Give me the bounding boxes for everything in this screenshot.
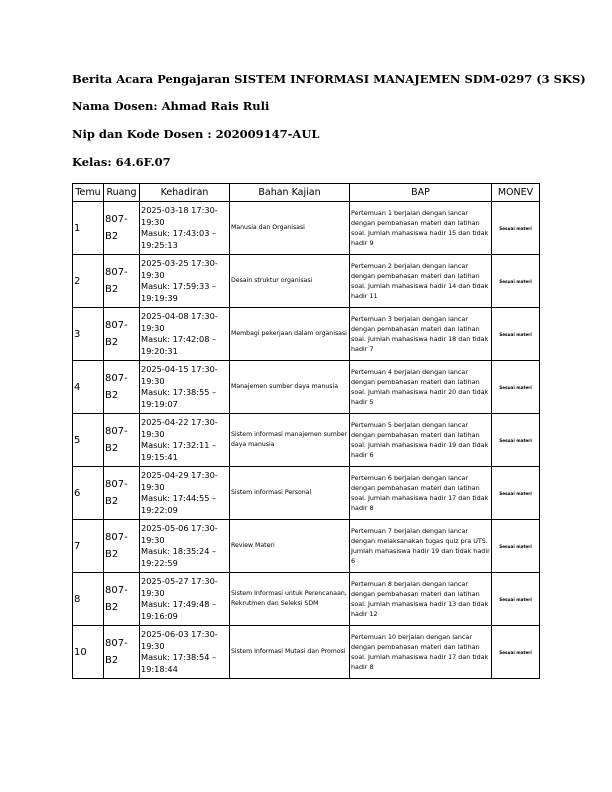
col-header-temu: Temu (73, 184, 104, 202)
schedule-time: 2025-03-25 17:30-19:30 (141, 258, 218, 280)
table-row (73, 573, 540, 626)
cell-temu: 1 (73, 202, 104, 255)
cell-bap: Pertemuan 8 berjalan dengan lancar dengan pembahasan materi dan latihan soal. Jumlah mahasiswa hadir 13 dan tidak hadir 12 (350, 573, 492, 626)
schedule-time: 2025-03-18 17:30-19:30 (141, 205, 218, 227)
cell-monev: Sesuai materi (492, 202, 540, 255)
cell-ruang: 807-B2 (104, 202, 140, 255)
cell-ruang: 807-B2 (104, 308, 140, 361)
cell-monev: Sesuai materi (492, 573, 540, 626)
check-in-time: Masuk: 17:49:48 – 19:16:09 (141, 599, 217, 621)
cell-bap: Pertemuan 5 berjalan dengan lancar dengan pembahasan materi dan latihan soal. Jumlah mahasiswa hadir 19 dan tidak hadir 6 (350, 414, 492, 467)
schedule-time: 2025-06-03 17:30-19:30 (141, 629, 218, 651)
cell-ruang: 807-B2 (104, 414, 140, 467)
cell-ruang: 807-B2 (104, 467, 140, 520)
table-row (73, 467, 540, 520)
schedule-time: 2025-04-22 17:30-19:30 (141, 417, 218, 439)
table-row (73, 308, 540, 361)
table-row (73, 202, 540, 255)
cell-bahan-kajian: Desain struktur organisasi (230, 255, 350, 308)
cell-bap: Pertemuan 10 berjalan dengan lancar dengan pembahasan materi dan latihan soal. Jumlah mahasiswa hadir 17 dan tidak hadir 8 (350, 626, 492, 679)
cell-bahan-kajian: Review Materi (230, 520, 350, 573)
cell-ruang: 807-B2 (104, 573, 140, 626)
check-in-time: Masuk: 17:38:54 – 19:18:44 (141, 652, 217, 674)
cell-ruang: 807-B2 (104, 520, 140, 573)
table-row (73, 361, 540, 414)
cell-kehadiran (140, 520, 230, 573)
cell-ruang: 807-B2 (104, 361, 140, 414)
check-in-time: Masuk: 17:38:55 – 19:19:07 (141, 387, 217, 409)
table-row (73, 414, 540, 467)
cell-kehadiran (140, 573, 230, 626)
cell-bahan-kajian: Sistem informasi Personal (230, 467, 350, 520)
cell-temu: 8 (73, 573, 104, 626)
cell-bahan-kajian: Manajemen sumber daya manusia (230, 361, 350, 414)
cell-temu: 5 (73, 414, 104, 467)
cell-bahan-kajian: Sistem informasi manajemen sumber daya manusia (230, 414, 350, 467)
table-row (73, 626, 540, 679)
cell-bap: Pertemuan 4 berjalan dengan lancar dengan pembahasan materi dan latihan soal. Jumlah mahasiswa hadir 20 dan tidak hadir 5 (350, 361, 492, 414)
cell-kehadiran (140, 467, 230, 520)
schedule-time: 2025-04-08 17:30-19:30 (141, 311, 218, 333)
cell-monev: Sesuai materi (492, 308, 540, 361)
cell-kehadiran (140, 414, 230, 467)
check-in-time: Masuk: 17:43:03 – 19:25:13 (141, 228, 217, 250)
cell-monev: Sesuai materi (492, 626, 540, 679)
check-in-time: Masuk: 18:35:24 – 19:22:59 (141, 546, 217, 568)
cell-ruang: 807-B2 (104, 255, 140, 308)
cell-kehadiran (140, 202, 230, 255)
check-in-time: Masuk: 17:44:55 – 19:22:09 (141, 493, 217, 515)
col-header-bahan-kajian: Bahan Kajian (230, 184, 350, 202)
col-header-bap: BAP (350, 184, 492, 202)
cell-ruang: 807-B2 (104, 626, 140, 679)
schedule-time: 2025-05-27 17:30-19:30 (141, 576, 218, 598)
document-title: Berita Acara Pengajaran SISTEM INFORMASI MANAJEMEN SDM-0297 (3 SKS) (72, 72, 586, 86)
cell-kehadiran (140, 308, 230, 361)
cell-bahan-kajian: Membagi pekerjaan dalam organisasi (230, 308, 350, 361)
cell-monev: Sesuai materi (492, 414, 540, 467)
check-in-time: Masuk: 17:42:08 – 19:20:31 (141, 334, 217, 356)
lecturer-name: Nama Dosen: Ahmad Rais Ruli (72, 99, 270, 113)
table-row (73, 255, 540, 308)
cell-monev: Sesuai materi (492, 520, 540, 573)
cell-bahan-kajian: Sistem Informasi untuk Perencanaan, Rekrutmen dan Seleksi SDM (230, 573, 350, 626)
cell-bap: Pertemuan 3 berjalan dengan lancar dengan pembahasan materi dan latihan soal. Jumlah mahasiswa hadir 18 dan tidak hadir 7 (350, 308, 492, 361)
schedule-time: 2025-05-06 17:30-19:30 (141, 523, 218, 545)
cell-temu: 4 (73, 361, 104, 414)
cell-temu: 3 (73, 308, 104, 361)
schedule-time: 2025-04-29 17:30-19:30 (141, 470, 218, 492)
class-label: Kelas: 64.6F.07 (72, 155, 171, 169)
cell-bahan-kajian: Manusia dan Organisasi (230, 202, 350, 255)
table-row (73, 520, 540, 573)
table-header-row (73, 184, 540, 202)
cell-kehadiran (140, 255, 230, 308)
cell-monev: Sesuai materi (492, 467, 540, 520)
check-in-time: Masuk: 17:59:33 – 19:19:39 (141, 281, 217, 303)
lecturer-id: Nip dan Kode Dosen : 202009147-AUL (72, 127, 320, 141)
cell-kehadiran (140, 626, 230, 679)
check-in-time: Masuk: 17:32:11 – 19:15:41 (141, 440, 217, 462)
col-header-ruang: Ruang (104, 184, 140, 202)
cell-temu: 2 (73, 255, 104, 308)
cell-monev: Sesuai materi (492, 361, 540, 414)
col-header-kehadiran: Kehadiran (140, 184, 230, 202)
cell-temu: 7 (73, 520, 104, 573)
cell-bap: Pertemuan 2 berjalan dengan lancar dengan pembahasan materi dan latihan soal. Jumlah mahasiswa hadir 14 dan tidak hadir 11 (350, 255, 492, 308)
cell-bap: Pertemuan 7 berjalan dengan lancar dengan melaksanakan tugas quiz pra UTS. Jumlah mahasiswa hadir 19 dan tidak hadir 6 (350, 520, 492, 573)
col-header-monev: MONEV (492, 184, 540, 202)
schedule-time: 2025-04-15 17:30-19:30 (141, 364, 218, 386)
cell-temu: 6 (73, 467, 104, 520)
cell-bap: Pertemuan 6 berjalan dengan lancar dengan pembahasan materi dan latihan soal. Jumlah mahasiswa hadir 17 dan tidak hadir 8 (350, 467, 492, 520)
cell-kehadiran (140, 361, 230, 414)
cell-monev: Sesuai materi (492, 255, 540, 308)
cell-bap: Pertemuan 1 berjalan dengan lancar dengan pembahasan materi dan latihan soal. Jumlah mahasiswa hadir 15 dan tidak hadir 9 (350, 202, 492, 255)
attendance-table (72, 183, 540, 679)
cell-bahan-kajian: Sistem Informasi Mutasi dan Promosi (230, 626, 350, 679)
cell-temu: 10 (73, 626, 104, 679)
